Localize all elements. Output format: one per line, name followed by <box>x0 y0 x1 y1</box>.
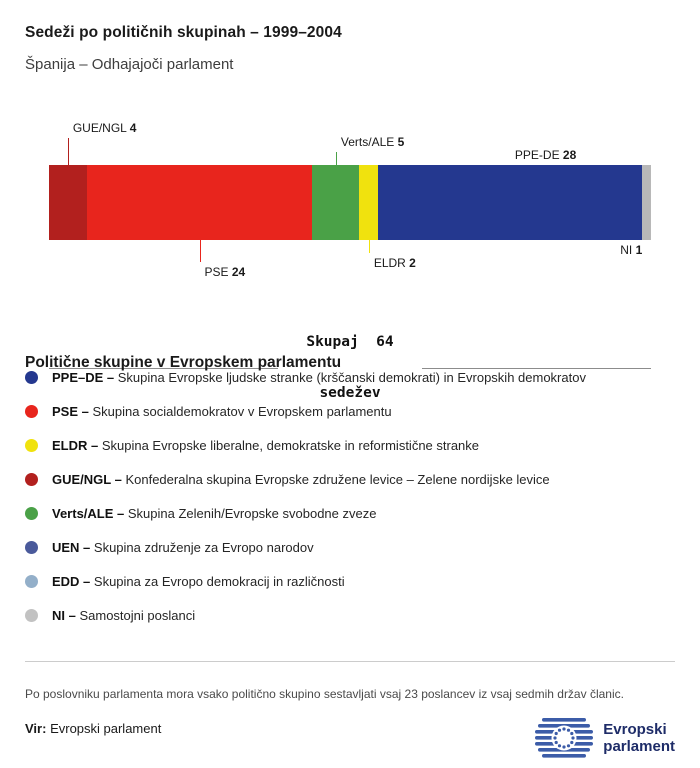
legend-label: GUE/NGL – Konfederalna skupina Evropske združene levice – Zelene nordijske levice <box>52 471 550 487</box>
bar-segment-gue-ngl <box>49 165 87 240</box>
legend-dot-pse <box>25 405 38 418</box>
source-line <box>25 721 161 745</box>
page-title: Sedeži po političnih skupinah – 1999–2004 <box>25 24 342 42</box>
bar-segment-pse <box>87 165 313 240</box>
legend-item-gue-ngl <box>25 462 586 496</box>
footnote-divider <box>25 661 675 662</box>
legend-dot-gue-ngl <box>25 473 38 486</box>
legend-dot-edd <box>25 575 38 588</box>
legend-dot-verts-ale <box>25 507 38 520</box>
stacked-bar <box>49 165 651 240</box>
bar-label-ni: NI 1 <box>620 243 643 257</box>
legend-label: ELDR – Skupina Evropske liberalne, demokratske in reformistične stranke <box>52 437 480 453</box>
source-label: Vir: <box>25 721 47 736</box>
legend-dot-ppe-de <box>25 371 38 384</box>
legend-label: NI – Samostojni poslanci <box>52 607 196 623</box>
legend-item-eldr <box>25 428 586 462</box>
bar-label-verts-ale: Verts/ALE 5 <box>340 135 405 149</box>
legend-dot-ni <box>25 609 38 622</box>
legend-title: Politične skupine v Evropskem parlamentu <box>25 353 342 371</box>
bar-segment-ppe-de <box>378 165 641 240</box>
legend-item-verts-ale <box>25 496 586 530</box>
legend-label: PSE – Skupina socialdemokratov v Evropskem parlamentu <box>52 403 392 419</box>
source-text: Evropski parlament <box>50 721 162 736</box>
leader-line-pse <box>200 240 201 262</box>
legend-list <box>25 360 586 632</box>
legend-item-edd <box>25 564 586 598</box>
bar-label-gue-ngl: GUE/NGL 4 <box>72 121 137 135</box>
legend-label: Verts/ALE – Skupina Zelenih/Evropske svobodne zveze <box>52 505 377 521</box>
logo-wordmark <box>603 721 675 756</box>
legend-item-ni <box>25 598 586 632</box>
legend-dot-eldr <box>25 439 38 452</box>
legend-label: UEN – Skupina združenje za Evropo narodov <box>52 539 314 555</box>
leader-line-eldr <box>369 240 370 253</box>
european-parliament-logo <box>535 718 675 758</box>
legend-item-uen <box>25 530 586 564</box>
bar-label-ppe-de: PPE-DE 28 <box>514 148 577 162</box>
leader-line-verts-ale <box>336 152 337 165</box>
seats-stacked-bar-chart <box>49 115 651 285</box>
footnote: Po poslovniku parlamenta mora vsako politično skupino sestavljati vsaj 23 poslancev iz vsaj sedmih držav članic. <box>25 687 624 701</box>
bar-segment-eldr <box>359 165 378 240</box>
logo-line1: Evropski <box>603 720 667 738</box>
total-seats-count: Skupaj 64 <box>306 334 394 350</box>
legend-item-ppe-de <box>25 360 586 394</box>
bar-segment-verts-ale <box>312 165 359 240</box>
logo-line2: parlament <box>603 738 675 755</box>
bar-label-pse: PSE 24 <box>204 265 246 279</box>
bar-label-eldr: ELDR 2 <box>373 256 416 270</box>
legend-label: PPE–DE – Skupina Evropske ljudske stranke (krščanski demokrati) in Evropskih demokratov <box>52 369 586 385</box>
bar-segment-ni <box>642 165 651 240</box>
legend-label: EDD – Skupina za Evropo demokracij in različnosti <box>52 573 345 589</box>
total-seats-unit: sedežev <box>319 385 381 401</box>
legend-item-pse <box>25 394 586 428</box>
leader-line-gue-ngl <box>68 138 69 165</box>
ep-hemicycle-stars-icon <box>535 718 593 758</box>
legend-dot-uen <box>25 541 38 554</box>
footer <box>25 708 675 758</box>
page-subtitle: Španija – Odhajajoči parlament <box>25 56 234 74</box>
